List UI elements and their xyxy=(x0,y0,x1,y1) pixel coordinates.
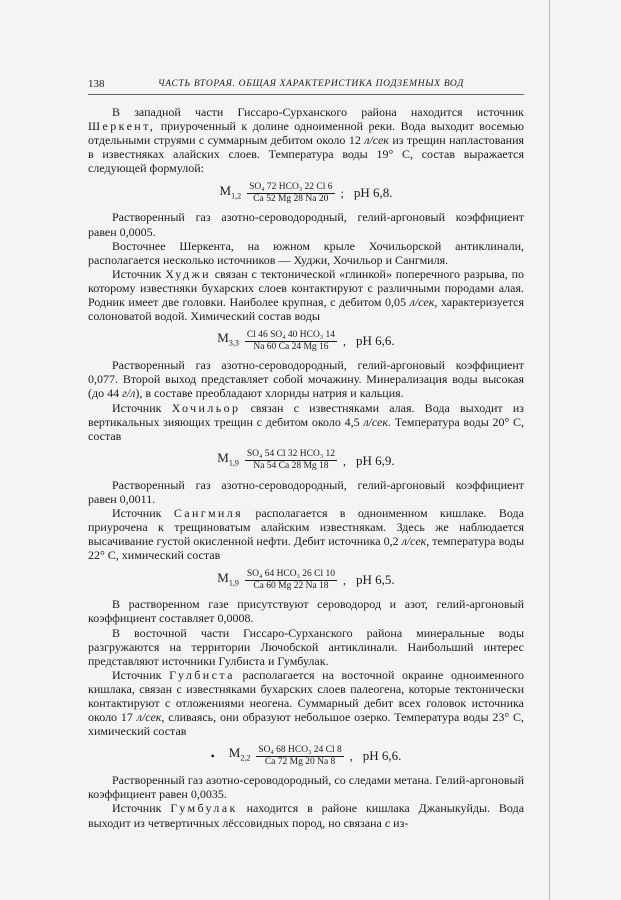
anions: SO₄ 64 HCO₃ 26 Cl 10 xyxy=(246,568,336,579)
paragraph-gumbulak xyxy=(88,801,524,829)
separator: , xyxy=(343,453,347,468)
text: связан с тектонической «глинкой» поперечного разрыва, по которому известняки бухарских слоев контактируют с различными породами алая. Родник имеет две головки. Наиболее крупная, с дебитом 0,05 xyxy=(88,266,525,310)
formula-sangmilya xyxy=(88,563,524,597)
mineralization-value: 1,9 xyxy=(228,578,239,588)
paragraph-sherkent xyxy=(88,105,524,175)
formula-gulbista xyxy=(88,739,524,773)
mineralization-value: 3,3 xyxy=(228,338,239,348)
unit: л/сек, xyxy=(136,710,165,725)
paragraph-gulbista xyxy=(88,668,524,738)
paragraph-east-sherkent: Восточнее Шеркента, на южном крыле Хочильорской антиклинали, располагается несколько источников — Худжи, Хочильор и Сангмиля. xyxy=(88,238,524,267)
text: Источник xyxy=(112,505,162,520)
m: M xyxy=(217,569,229,585)
mineralization-symbol xyxy=(217,451,239,471)
text: температура воды 22° С, химический состав xyxy=(88,534,525,563)
spring-name: Сангмиля xyxy=(173,505,244,520)
text: находится в районе кишлака Джаныкуйды. Вода выходит из четвертичных лёссовидных пород, но связана с из- xyxy=(88,801,525,830)
paragraph-gas-sherkent: Растворенный газ азотно-сероводородный, гелий-аргоновый коэффициент равен 0,0005. xyxy=(88,210,524,239)
paragraph-khochilor xyxy=(88,401,524,443)
mineralization-value: 1,9 xyxy=(228,458,239,468)
unit: г/л xyxy=(122,386,136,401)
paragraph-east-region: В восточной части Гиссаро-Сурханского района минеральные воды разгружаются на территории Лючобской антиклинали. Наибольший интерес представляют источники Гулбиста и Гумбулак. xyxy=(88,625,524,668)
composition-fraction xyxy=(245,330,337,353)
page-number: 138 xyxy=(88,78,105,90)
mineralization-value: 2,2 xyxy=(240,754,251,764)
text: Температура воды 20° С, состав xyxy=(88,414,525,443)
ph-value: pH 6,6. xyxy=(356,333,395,349)
spring-name: Шеркент, xyxy=(88,119,156,134)
paragraph-khudzhi xyxy=(88,267,524,323)
composition-fraction xyxy=(245,449,337,472)
page-body xyxy=(88,105,524,830)
unit: л/сек, xyxy=(409,295,438,310)
cations: Na 54 Ca 28 Mg 18 xyxy=(253,461,329,472)
ph-value: pH 6,5. xyxy=(356,572,395,588)
text: Источник xyxy=(112,266,162,281)
composition-fraction xyxy=(256,745,343,768)
text: Источник xyxy=(112,801,162,816)
running-title: ЧАСТЬ ВТОРАЯ. ОБЩАЯ ХАРАКТЕРИСТИКА ПОДЗЕМНЫХ ВОД xyxy=(158,79,464,89)
cations: Ca 52 Mg 28 Na 20 xyxy=(253,193,329,204)
cations: Na 60 Ca 24 Mg 16 xyxy=(253,341,329,352)
cations: Ca 72 Mg 20 Na 8 xyxy=(264,756,336,767)
composition-fraction xyxy=(245,569,337,592)
paragraph-gas-khudzhi xyxy=(88,358,524,400)
ph-value: pH 6,8. xyxy=(353,185,393,201)
formula-khudzhi xyxy=(88,324,524,358)
separator: , xyxy=(349,749,353,764)
unit: л/сек, xyxy=(401,534,430,549)
paragraph-gas-sangmilya: В растворенном газе присутствуют сероводород и азот, гелий-аргоновый коэффициент составляет 0,0008. xyxy=(88,597,524,626)
spring-name: Худжи xyxy=(165,266,211,281)
text: ), в составе преобладают хлориды натрия и кальция. xyxy=(135,386,404,401)
text: Источник xyxy=(112,667,162,682)
m: M xyxy=(219,182,232,198)
anions: Cl 46 SO₄ 40 HCO₃ 14 xyxy=(246,329,336,340)
text: располагается на восточной окраине одноименного кишлака, связан с известняками бухарских слоев палеогена, которые тектонически контактируют с отложениями неогена. Суммарный дебит всех головок источника около 17 xyxy=(88,667,525,725)
mineralization-symbol xyxy=(220,184,242,204)
m: M xyxy=(217,449,229,465)
paragraph-sangmilya xyxy=(88,506,524,562)
anions: SO₄ 68 HCO₃ 24 Cl 8 xyxy=(258,744,342,755)
separator: , xyxy=(343,334,347,349)
anions: SO₄ 72 HCO₃ 22 Cl 6 xyxy=(249,181,333,192)
text: Источник xyxy=(112,400,162,415)
composition-fraction xyxy=(247,182,334,205)
ph-value: pH 6,6. xyxy=(362,748,402,764)
text: приуроченный к долине одноименной реки. Вода выходит восемью отдельными струями с суммарным дебитом около 12 xyxy=(88,119,524,148)
cations: Ca 60 Mg 22 Na 18 xyxy=(253,580,329,591)
formula-sherkent xyxy=(88,176,524,210)
bullet-mark: • xyxy=(210,749,215,764)
unit: л/сек xyxy=(364,133,389,148)
header-rule xyxy=(88,94,524,95)
text: располагается в одноименном кишлаке. Вода приурочена к трещиноватым алайским известнякам. Здесь же наблюдается высачивание густой окисленной нефти. Дебит источника 0,2 xyxy=(88,505,524,549)
spring-name: Гулбиста xyxy=(169,667,235,682)
formula-khochilor xyxy=(88,444,524,478)
separator: , xyxy=(343,573,347,588)
mineralization-symbol xyxy=(217,571,239,591)
separator: ; xyxy=(340,186,344,201)
unit: л/сек. xyxy=(363,414,391,429)
text: связан с известняками алая. Вода выходит из вертикальных зияющих трещин с дебитом около 4,5 xyxy=(88,400,525,429)
page-header xyxy=(88,78,524,92)
mineralization-symbol xyxy=(229,746,251,766)
anions: SO₄ 54 Cl 32 HCO₃ 12 xyxy=(246,449,336,460)
page-edge-line xyxy=(549,0,550,900)
text: из трещин напластования в известняках алайских слоев. Температура воды 19° С, состав выражается следующей формулой: xyxy=(88,133,525,176)
text: характеризуется солоноватой водой. Химический состав воды xyxy=(88,295,525,324)
text: В западной части Гиссаро-Сурханского района находится источник xyxy=(112,105,524,119)
spring-name: Гумбулак xyxy=(170,801,238,816)
m: M xyxy=(217,330,229,346)
paragraph-gas-gulbista: Растворенный газ азотно-сероводородный, со следами метана. Гелий-аргоновый коэффициент равен 0,0035. xyxy=(88,773,524,802)
m: M xyxy=(228,745,241,761)
paragraph-gas-khochilor: Растворенный газ азотно-сероводородный, гелий-аргоновый коэффициент равен 0,0011. xyxy=(88,477,524,506)
mineralization-value: 1,2 xyxy=(231,191,242,201)
mineralization-symbol xyxy=(217,331,239,351)
ph-value: pH 6,9. xyxy=(356,452,395,468)
text: сливаясь, они образуют небольшое озерко. Температура воды 23° С, химический состав xyxy=(88,710,524,739)
text: Растворенный газ азотно-сероводородный, гелий-аргоновый коэффициент 0,077. Второй выход представляет собой мочажину. Минерализация воды высокая (до 44 xyxy=(88,358,524,401)
spring-name: Хочильор xyxy=(171,400,241,415)
